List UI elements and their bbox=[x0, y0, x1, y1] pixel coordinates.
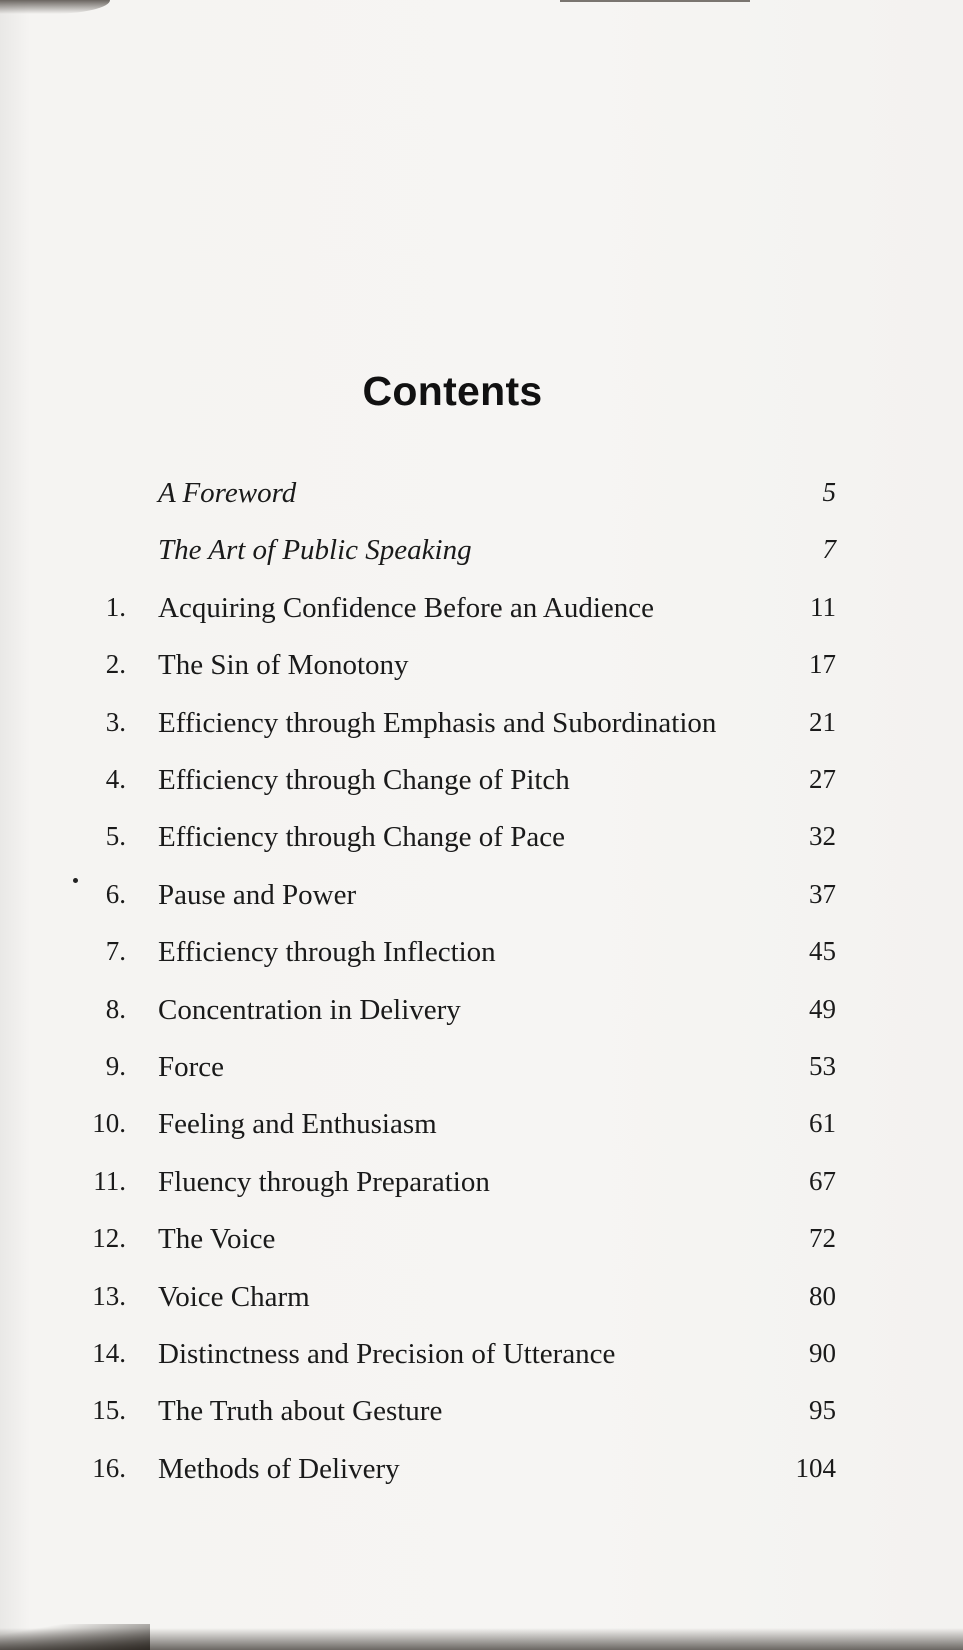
toc-entry-number: 10. bbox=[92, 1108, 126, 1139]
toc-entry[interactable] bbox=[0, 707, 963, 747]
toc-entry-title: The Sin of Monotony bbox=[158, 649, 409, 682]
toc-entry-title: A Foreword bbox=[158, 477, 297, 509]
toc-entry-number: 14. bbox=[92, 1338, 126, 1368]
toc-entry-page-number: 45 bbox=[809, 936, 836, 967]
toc-entry-number: 7. bbox=[105, 936, 126, 967]
toc-entry-number: 15. bbox=[92, 1395, 126, 1426]
page-bottom-corner-shadow bbox=[0, 1624, 150, 1650]
toc-entry-page-number: 49 bbox=[809, 993, 836, 1024]
toc-entry[interactable] bbox=[0, 994, 963, 1034]
toc-entry-page-number: 37 bbox=[809, 878, 836, 909]
toc-entry-number: 1. bbox=[105, 591, 126, 622]
toc-entry-page-number: 11 bbox=[810, 591, 836, 622]
toc-entry[interactable] bbox=[0, 534, 963, 574]
toc-entry[interactable] bbox=[0, 477, 963, 517]
toc-entry-number: 6. bbox=[105, 878, 126, 909]
toc-entry-title: The Art of Public Speaking bbox=[158, 534, 472, 567]
toc-entry-number: 12. bbox=[92, 1223, 126, 1254]
toc-entry[interactable] bbox=[0, 1395, 963, 1435]
toc-entry-page-number: 61 bbox=[809, 1108, 836, 1139]
toc-entry-title: The Truth about Gesture bbox=[158, 1395, 443, 1428]
toc-entry-page-number: 7 bbox=[822, 534, 836, 565]
toc-entry-title: Pause and Power bbox=[158, 878, 357, 911]
toc-entry[interactable] bbox=[0, 1166, 963, 1206]
toc-entry[interactable] bbox=[0, 1281, 963, 1321]
toc-entry-number: 9. bbox=[105, 1051, 126, 1081]
toc-entry[interactable] bbox=[0, 764, 963, 804]
toc-entry-title: Concentration in Delivery bbox=[158, 993, 461, 1026]
toc-entry-page-number: 32 bbox=[809, 821, 836, 852]
toc-entry[interactable] bbox=[0, 592, 963, 632]
toc-entry-page-number: 80 bbox=[809, 1280, 836, 1311]
page-edge-line bbox=[560, 0, 750, 2]
toc-entry[interactable] bbox=[0, 1453, 963, 1493]
toc-entry-number: 2. bbox=[105, 649, 126, 680]
toc-entry-page-number: 95 bbox=[809, 1395, 836, 1426]
toc-entry-page-number: 27 bbox=[809, 764, 836, 794]
toc-entry-title: Feeling and Enthusiasm bbox=[158, 1108, 437, 1141]
toc-entry[interactable] bbox=[0, 649, 963, 689]
toc-entry-page-number: 72 bbox=[809, 1223, 836, 1254]
toc-entry-title: Efficiency through Inflection bbox=[158, 936, 496, 969]
toc-entry-title: Force bbox=[158, 1051, 225, 1083]
toc-entry-title: Methods of Delivery bbox=[158, 1452, 400, 1485]
page-title: Contents bbox=[362, 368, 543, 414]
toc-entry-page-number: 17 bbox=[809, 649, 836, 680]
toc-entry[interactable] bbox=[0, 936, 963, 976]
toc-entry[interactable] bbox=[0, 1051, 963, 1091]
toc-entry-page-number: 5 bbox=[822, 477, 836, 507]
toc-entry-number: 16. bbox=[92, 1452, 126, 1483]
toc-entry-title: The Voice bbox=[158, 1223, 276, 1256]
toc-entry-title: Efficiency through Change of Pace bbox=[158, 821, 565, 854]
toc-entry-page-number: 104 bbox=[795, 1452, 836, 1483]
toc-entry-page-number: 67 bbox=[809, 1165, 836, 1196]
toc-entry-title: Efficiency through Change of Pitch bbox=[158, 764, 570, 796]
toc-entry-page-number: 90 bbox=[809, 1338, 836, 1368]
toc-entry-title: Efficiency through Emphasis and Subordination bbox=[158, 706, 717, 739]
toc-entry-number: 8. bbox=[105, 993, 126, 1024]
toc-entry[interactable] bbox=[0, 1108, 963, 1148]
toc-entry[interactable] bbox=[0, 1338, 963, 1378]
toc-entry-number: 4. bbox=[105, 764, 126, 794]
toc-entry-title: Distinctness and Precision of Utterance bbox=[158, 1338, 616, 1370]
toc-entry-number: 13. bbox=[92, 1280, 126, 1311]
page-edge-shadow bbox=[0, 0, 110, 14]
toc-entry[interactable] bbox=[0, 1223, 963, 1263]
toc-entry-title: Fluency through Preparation bbox=[158, 1165, 490, 1198]
toc-entry[interactable] bbox=[0, 821, 963, 861]
toc-entry-page-number: 21 bbox=[809, 706, 836, 737]
toc-entry-number: 5. bbox=[105, 821, 126, 852]
toc-entry-number: 11. bbox=[93, 1165, 126, 1196]
toc-entry-title: Acquiring Confidence Before an Audience bbox=[158, 591, 655, 624]
toc-entry-page-number: 53 bbox=[809, 1051, 836, 1081]
toc-entry-number: 3. bbox=[105, 706, 126, 737]
toc-entry[interactable] bbox=[0, 879, 963, 919]
toc-entry-title: Voice Charm bbox=[158, 1280, 310, 1313]
